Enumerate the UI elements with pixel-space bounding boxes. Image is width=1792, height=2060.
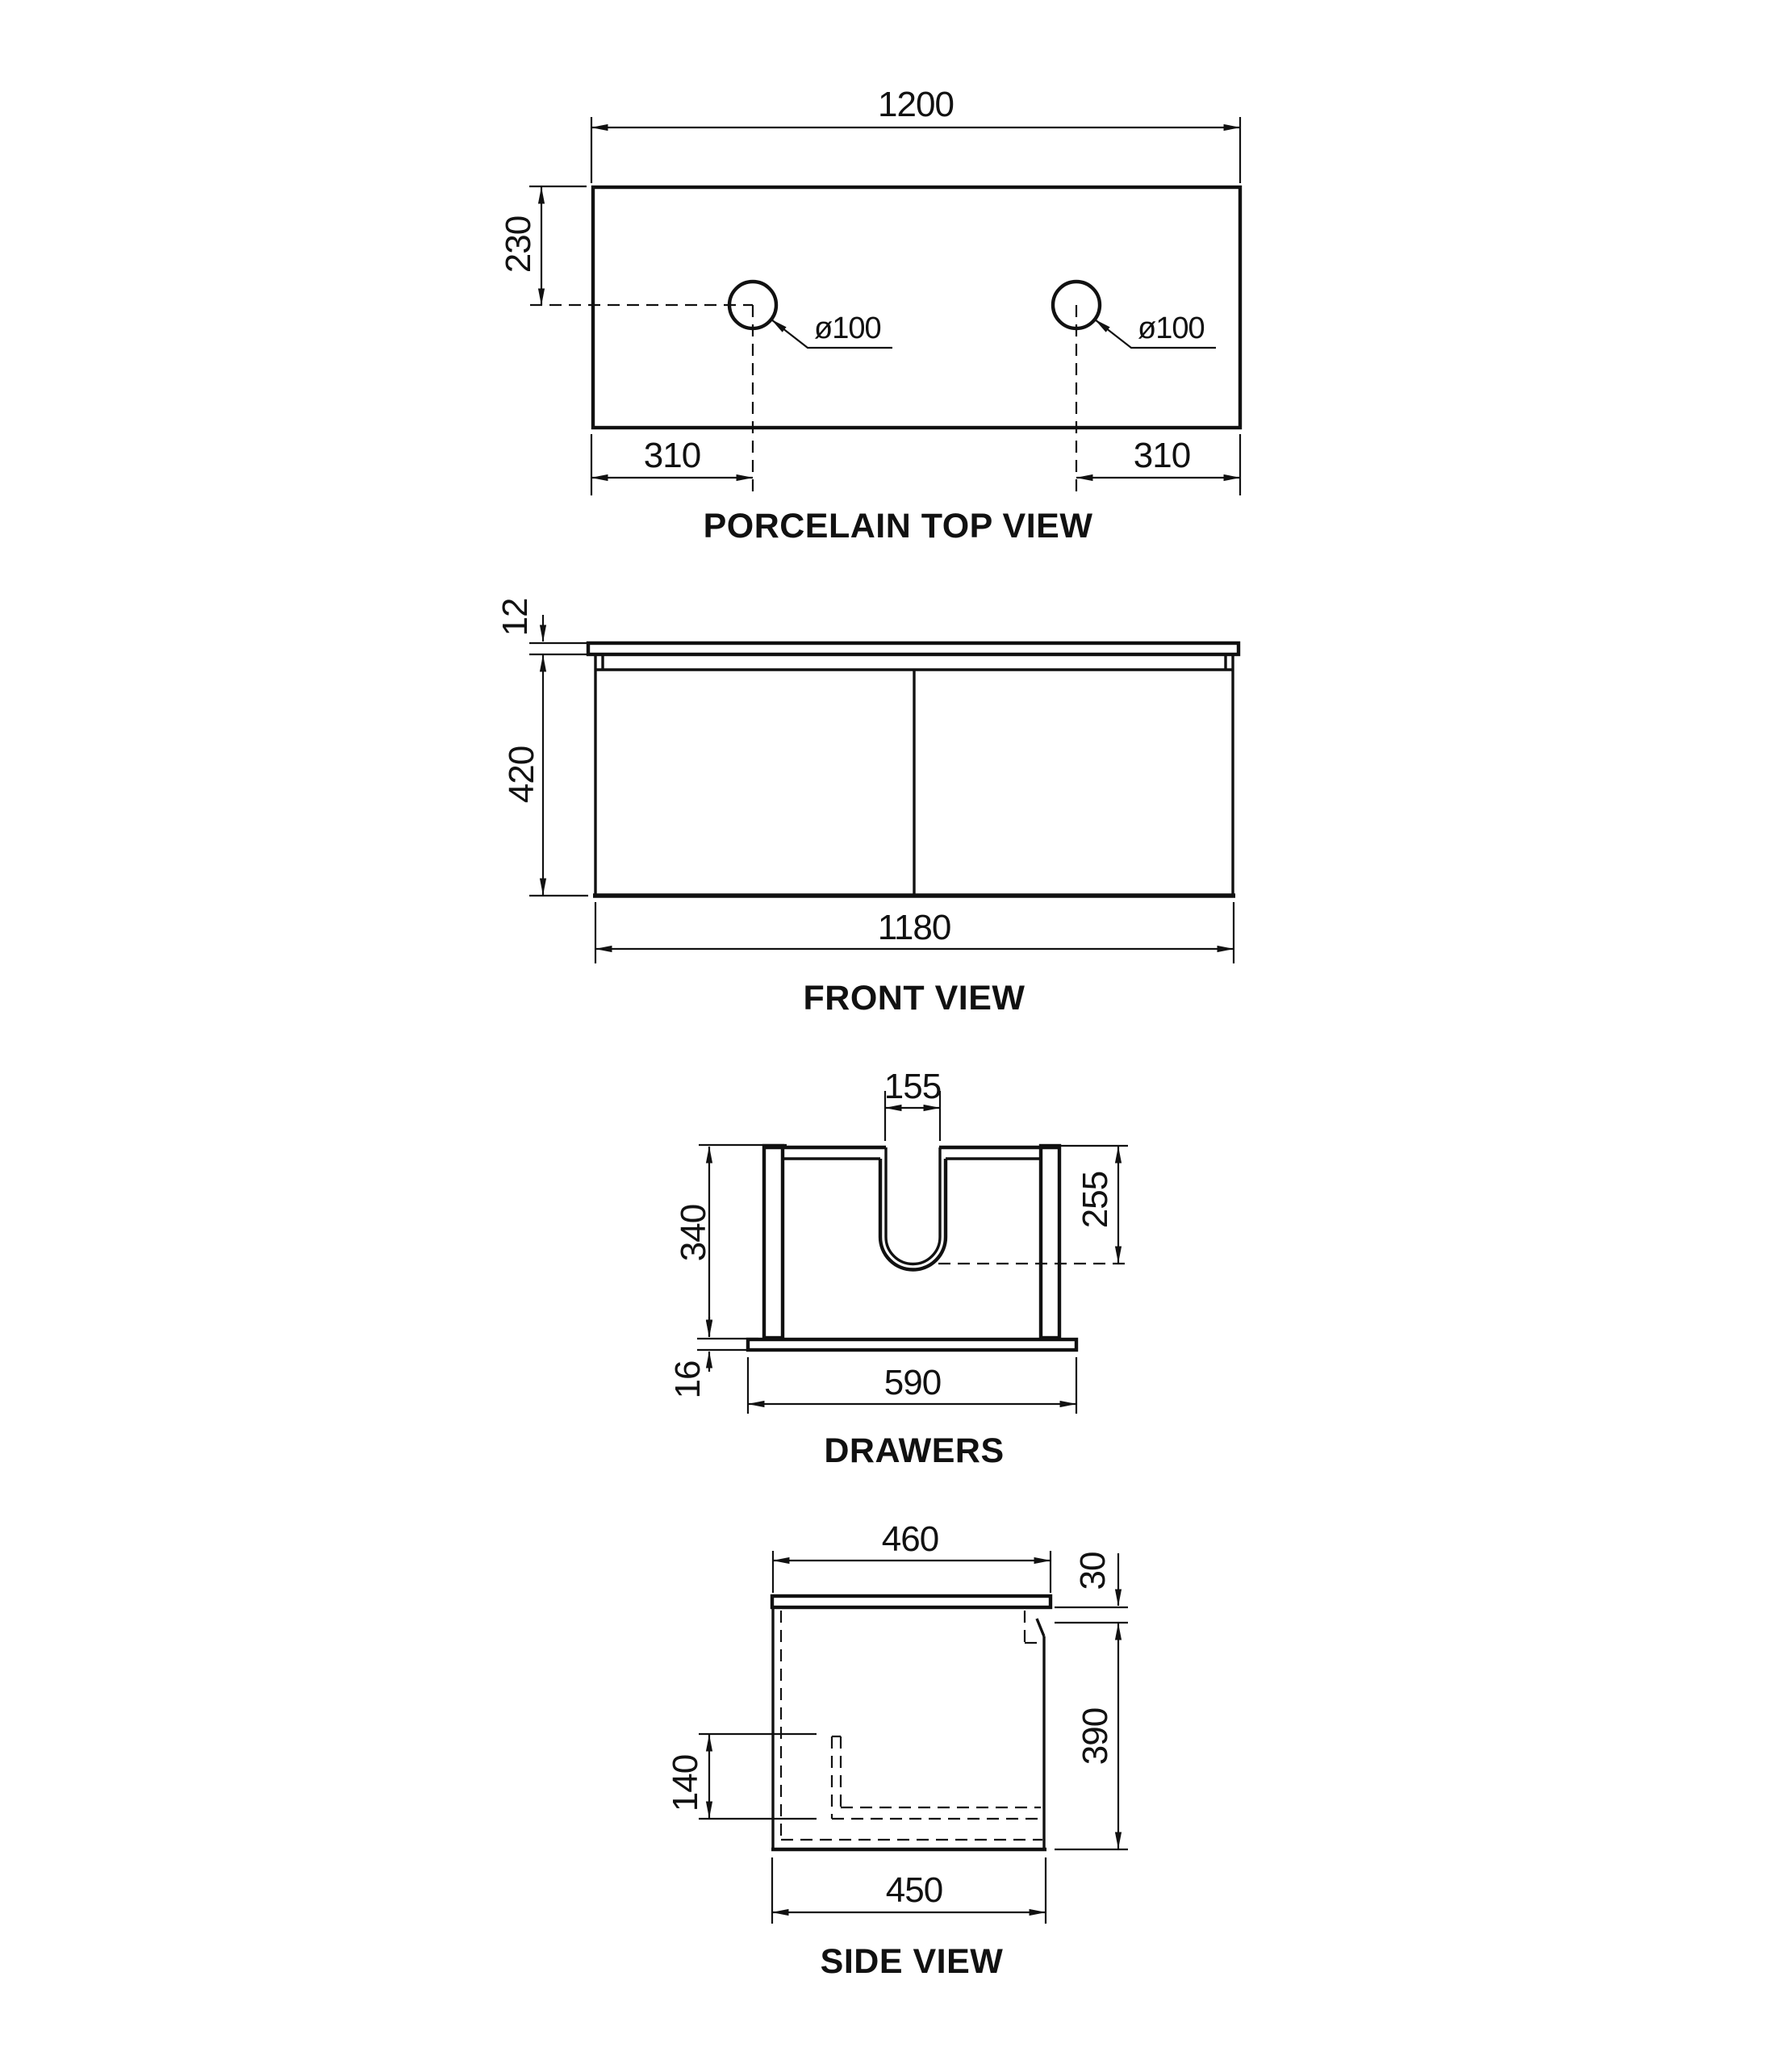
dim-label-base-thickness: 16 — [668, 1360, 708, 1399]
dim-hole-offset-left — [591, 434, 753, 495]
porcelain-top-view — [499, 85, 1240, 545]
dim-side-height — [1055, 1623, 1128, 1849]
dim-label-hole-offset-left: 310 — [643, 436, 701, 475]
top-view-title: PORCELAIN TOP VIEW — [703, 507, 1093, 545]
drawer-front-pull — [1037, 1619, 1044, 1636]
dim-label-side-height: 390 — [1076, 1707, 1115, 1765]
dim-base-thickness — [668, 1317, 758, 1398]
dim-label-hole-diameter-right: ø100 — [1138, 311, 1205, 345]
dim-front-height — [502, 655, 588, 896]
dim-cutout-width — [884, 1067, 941, 1141]
dim-label-front-width: 1180 — [877, 908, 951, 947]
dim-front-gap — [1055, 1552, 1128, 1623]
front-view-title: FRONT VIEW — [803, 979, 1025, 1017]
drawer-side-rail-right — [1041, 1146, 1059, 1338]
front-countertop — [588, 643, 1239, 654]
dim-label-hole-diameter-left: ø100 — [814, 311, 881, 345]
dim-label-hole-setback: 230 — [499, 215, 538, 274]
dim-label-drawer-width: 590 — [883, 1363, 942, 1402]
side-view-title: SIDE VIEW — [820, 1942, 1004, 1981]
dim-label-cutout-depth: 255 — [1076, 1171, 1115, 1229]
dim-label-recess-height: 140 — [666, 1754, 705, 1812]
top-outline — [593, 187, 1240, 428]
dim-label-front-gap: 30 — [1073, 1552, 1113, 1590]
dim-top-width — [591, 85, 1240, 183]
drawer-side-rail-left — [764, 1146, 783, 1338]
dim-recess-height — [666, 1734, 817, 1819]
leader-hole-right — [1095, 311, 1216, 348]
dim-hole-setback — [499, 186, 587, 305]
u-cutout-inner — [886, 1147, 940, 1264]
dim-top-thickness — [495, 599, 587, 654]
dim-front-width — [595, 902, 1234, 963]
dim-label-drawer-height: 340 — [674, 1204, 713, 1262]
dim-top-depth — [773, 1519, 1051, 1593]
dim-label-front-height: 420 — [502, 746, 541, 804]
side-countertop — [772, 1596, 1051, 1607]
dim-cabinet-depth — [772, 1857, 1046, 1924]
dim-label-top-thickness: 12 — [495, 598, 535, 637]
drawers-view — [668, 1067, 1128, 1470]
dim-label-hole-offset-right: 310 — [1133, 436, 1191, 475]
drawer-base-plate — [748, 1339, 1076, 1350]
dim-cutout-depth — [1059, 1146, 1128, 1263]
dim-label-cabinet-depth: 450 — [885, 1870, 943, 1910]
side-view — [666, 1519, 1128, 1981]
dim-label-top-depth: 460 — [881, 1519, 939, 1559]
dim-label-cutout-width: 155 — [883, 1067, 942, 1106]
dim-label-top-width: 1200 — [878, 85, 954, 124]
dim-hole-offset-right — [1076, 434, 1240, 495]
dim-drawer-width — [748, 1357, 1076, 1414]
leader-hole-left — [771, 311, 892, 348]
drawers-title: DRAWERS — [824, 1431, 1005, 1470]
dim-drawer-height — [674, 1145, 787, 1336]
front-view — [495, 599, 1239, 1017]
